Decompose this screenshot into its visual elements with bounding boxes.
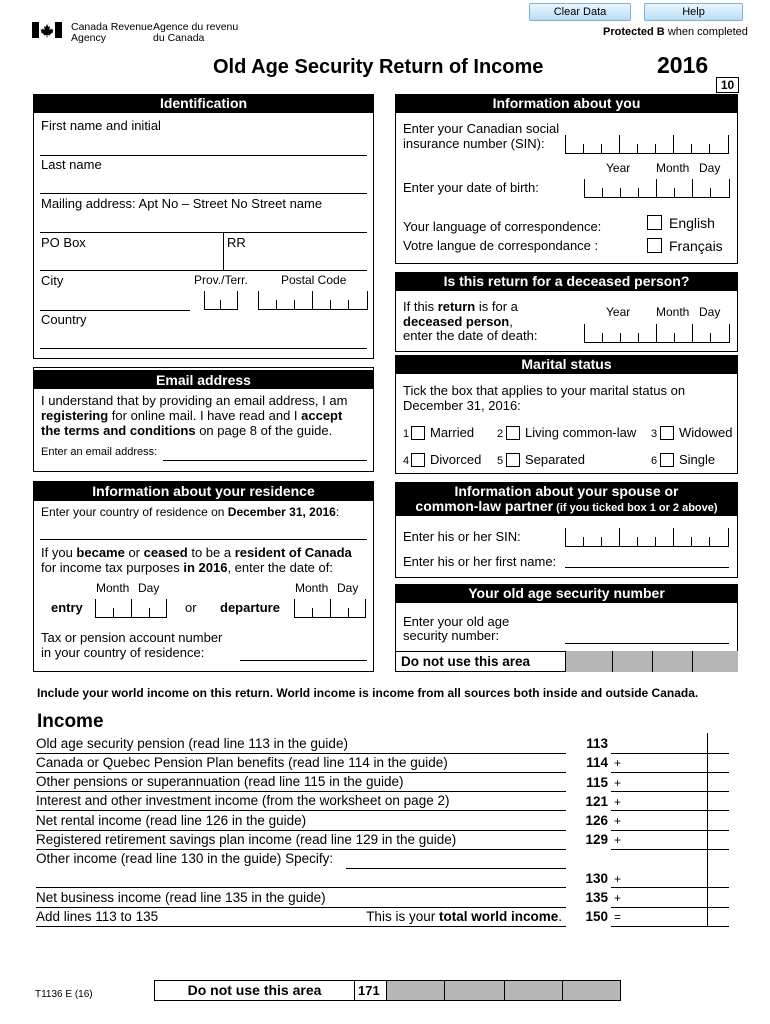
first-name-field[interactable] <box>40 155 367 156</box>
residence-country-field[interactable] <box>40 539 367 540</box>
marital-num-4: 4 <box>403 455 410 467</box>
income-row-129: Registered retirement savings plan income (read line 129 in the guide) <box>36 831 566 850</box>
form-year: 2016 <box>657 52 709 78</box>
op-126: + <box>614 814 622 828</box>
income-row-113: Old age security pension (read line 113 in the guide) <box>36 735 566 754</box>
prov-field[interactable] <box>204 292 238 310</box>
spouse-header: Information about your spouse or common-law partner (if you ticked box 1 or 2 above) <box>395 482 738 516</box>
total-left-label: Add lines 113 to 135 <box>36 909 159 924</box>
email-text-1: I understand that by providing an email address, I am <box>41 393 348 408</box>
enter-email-label: Enter an email address: <box>41 446 158 458</box>
francais-checkbox[interactable] <box>647 238 662 253</box>
departure-date-field[interactable] <box>294 600 366 618</box>
death-month-label: Month <box>656 305 690 319</box>
oas-header: Your old age security number <box>395 584 738 603</box>
deceased-text-2: deceased person, <box>403 314 513 329</box>
purposes-text: for income tax purposes in 2016, enter the date of: <box>41 560 333 575</box>
amount-115-field[interactable] <box>611 773 729 792</box>
amount-121-field[interactable] <box>611 792 729 811</box>
income-row-114: Canada or Quebec Pension Plan benefits (read line 114 in the guide) <box>36 754 566 773</box>
prov-label: Prov./Terr. <box>194 273 248 287</box>
footer-gray-area <box>386 981 620 1000</box>
tax-account-label-1: Tax or pension account number <box>41 630 223 645</box>
tax-account-field[interactable] <box>240 660 367 661</box>
dob-year-label: Year <box>606 161 631 175</box>
married-checkbox[interactable] <box>411 426 425 440</box>
departure-day-label: Day <box>337 581 359 595</box>
dob-label: Enter your date of birth: <box>403 180 539 195</box>
common-law-label: Living common-law <box>525 425 637 440</box>
agency-fr-line2: du Canada <box>153 32 205 44</box>
entry-label: entry <box>51 600 83 615</box>
became-text: If you became or ceased to be a resident of Canada <box>41 545 352 560</box>
sin-label-1: Enter your Canadian social <box>403 121 560 136</box>
email-text-3: the terms and conditions on page 8 of the guide. <box>41 423 333 438</box>
deceased-text-3: enter the date of death: <box>403 328 538 343</box>
oas-do-not-use-area <box>565 651 738 672</box>
city-label: City <box>41 273 64 288</box>
op-129: + <box>614 833 622 847</box>
op-150: = <box>614 910 622 924</box>
op-114: + <box>614 756 622 770</box>
death-date-field[interactable] <box>584 325 730 343</box>
divorced-checkbox[interactable] <box>411 453 425 467</box>
po-rr-divider <box>223 232 224 270</box>
amount-130-field[interactable] <box>611 869 729 888</box>
single-checkbox[interactable] <box>660 453 674 467</box>
code-129: 129 <box>585 832 608 847</box>
last-name-label: Last name <box>41 157 102 172</box>
widowed-checkbox[interactable] <box>660 426 674 440</box>
departure-label: departure <box>220 600 280 615</box>
clear-data-button[interactable]: Clear Data <box>529 3 631 21</box>
residence-header: Information about your residence <box>33 482 374 501</box>
code-150: 150 <box>585 909 608 924</box>
code-126: 126 <box>585 813 608 828</box>
amount-126-field[interactable] <box>611 812 729 831</box>
income-row-115: Other pensions or superannuation (read line 115 in the guide) <box>36 773 566 792</box>
about-you-header: Information about you <box>395 94 738 113</box>
deceased-text-1: If this return is for a <box>403 299 518 314</box>
sin-field[interactable] <box>565 136 729 154</box>
email-field[interactable] <box>163 460 367 461</box>
agency-fr-line1: Agence du revenu <box>153 21 239 33</box>
deceased-header: Is this return for a deceased person? <box>395 272 738 291</box>
spouse-sin-field[interactable] <box>565 529 729 547</box>
dob-field[interactable] <box>584 180 730 198</box>
entry-date-field[interactable] <box>95 600 167 618</box>
po-box-field[interactable] <box>40 270 367 271</box>
po-box-label: PO Box <box>41 235 86 250</box>
death-day-label: Day <box>699 305 721 319</box>
english-label: English <box>669 215 715 231</box>
marital-intro-1: Tick the box that applies to your marital status on <box>403 383 686 398</box>
or-label: or <box>185 600 197 615</box>
lang-fr-label: Votre langue de correspondance : <box>403 238 599 253</box>
agency-en-line2: Agency <box>71 32 107 44</box>
mailing-address-label: Mailing address: Apt No – Street No Street name <box>41 196 323 211</box>
income-row-126: Net rental income (read line 126 in the guide) <box>36 812 566 831</box>
box-code: 10 <box>716 77 739 93</box>
english-checkbox[interactable] <box>647 215 662 230</box>
francais-label: Français <box>669 238 723 254</box>
op-115: + <box>614 776 622 790</box>
help-button[interactable]: Help <box>644 3 743 21</box>
other-income-line-2[interactable] <box>36 887 566 888</box>
op-121: + <box>614 795 622 809</box>
footer-do-not-use-label: Do not use this area <box>155 981 355 1000</box>
protected-label: Protected B when completed <box>603 26 748 38</box>
oas-field[interactable] <box>565 643 729 644</box>
code-135: 135 <box>585 890 608 905</box>
dob-month-label: Month <box>656 161 690 175</box>
marital-num-2: 2 <box>497 428 504 440</box>
marital-intro-2: December 31, 2016: <box>403 398 521 413</box>
agency-en-line1: Canada Revenue <box>71 21 153 33</box>
include-world-income-note: Include your world income on this return. World income is income from all sources both inside and outside Canada. <box>37 686 699 700</box>
email-header: Email address <box>33 370 374 389</box>
postal-code-field[interactable] <box>258 292 368 310</box>
oas-do-not-use-label: Do not use this area <box>401 654 531 669</box>
dob-day-label: Day <box>699 161 721 175</box>
oas-label-2: security number: <box>403 628 500 643</box>
other-income-label: Other income (read line 130 in the guide) Specify: <box>36 851 334 866</box>
code-121: 121 <box>585 794 608 809</box>
oas-label-1: Enter your old age <box>403 614 510 629</box>
residence-country-label: Enter your country of residence on December 31, 2016: <box>41 505 340 519</box>
form-title: Old Age Security Return of Income <box>213 56 544 78</box>
marital-num-1: 1 <box>403 428 410 440</box>
common-law-checkbox[interactable] <box>506 426 520 440</box>
identification-header: Identification <box>33 94 374 113</box>
widowed-label: Widowed <box>679 425 733 440</box>
form-id: T1136 E (16) <box>35 989 93 1000</box>
entry-month-label: Month <box>96 581 130 595</box>
separated-label: Separated <box>525 452 585 467</box>
spouse-first-name-label: Enter his or her first name: <box>403 554 557 569</box>
code-114: 114 <box>586 755 608 770</box>
lang-en-label: Your language of correspondence: <box>403 219 602 234</box>
married-label: Married <box>430 425 475 440</box>
income-row-121: Interest and other investment income (from the worksheet on page 2) <box>36 792 566 811</box>
amount-150-field[interactable] <box>611 908 729 927</box>
income-row-150 <box>36 908 566 927</box>
income-row-135: Net business income (read line 135 in the guide) <box>36 889 566 908</box>
code-113: 113 <box>586 736 608 751</box>
op-130: + <box>614 872 622 886</box>
divorced-label: Divorced <box>430 452 482 467</box>
code-115: 115 <box>586 775 608 790</box>
separated-checkbox[interactable] <box>506 453 520 467</box>
entry-day-label: Day <box>138 581 160 595</box>
city-field[interactable] <box>40 310 190 311</box>
amount-135-field[interactable] <box>611 889 729 908</box>
marital-num-5: 5 <box>497 455 504 467</box>
footer-do-not-use-area <box>154 980 621 1001</box>
op-135: + <box>614 891 622 905</box>
code-130: 130 <box>585 871 608 886</box>
amount-113-field[interactable] <box>611 735 729 754</box>
total-right-label: This is your total world income. <box>366 909 562 924</box>
marital-num-3: 3 <box>651 428 658 440</box>
first-name-label: First name and initial <box>41 118 161 133</box>
other-income-specify-field[interactable] <box>346 868 566 869</box>
single-label: Single <box>679 452 716 467</box>
spouse-sin-label: Enter his or her SIN: <box>403 529 521 544</box>
tax-account-label-2: in your country of residence: <box>41 645 205 660</box>
spouse-first-name-field[interactable] <box>565 567 729 568</box>
footer-code: 171 <box>358 983 380 998</box>
email-text-2: registering for online mail. I have read and I accept <box>41 408 343 423</box>
departure-month-label: Month <box>295 581 329 595</box>
country-field[interactable] <box>40 348 367 349</box>
last-name-field[interactable] <box>40 193 367 194</box>
amount-114-field[interactable] <box>611 754 729 773</box>
country-label: Country <box>41 312 87 327</box>
death-year-label: Year <box>606 305 631 319</box>
canada-flag-icon <box>32 22 62 38</box>
sin-label-2: insurance number (SIN): <box>403 136 545 151</box>
rr-label: RR <box>227 235 246 250</box>
marital-num-6: 6 <box>651 455 658 467</box>
postal-code-label: Postal Code <box>281 273 347 287</box>
income-title: Income <box>37 711 104 732</box>
mailing-address-field[interactable] <box>40 232 367 233</box>
marital-header: Marital status <box>395 355 738 374</box>
amount-129-field[interactable] <box>611 831 729 850</box>
